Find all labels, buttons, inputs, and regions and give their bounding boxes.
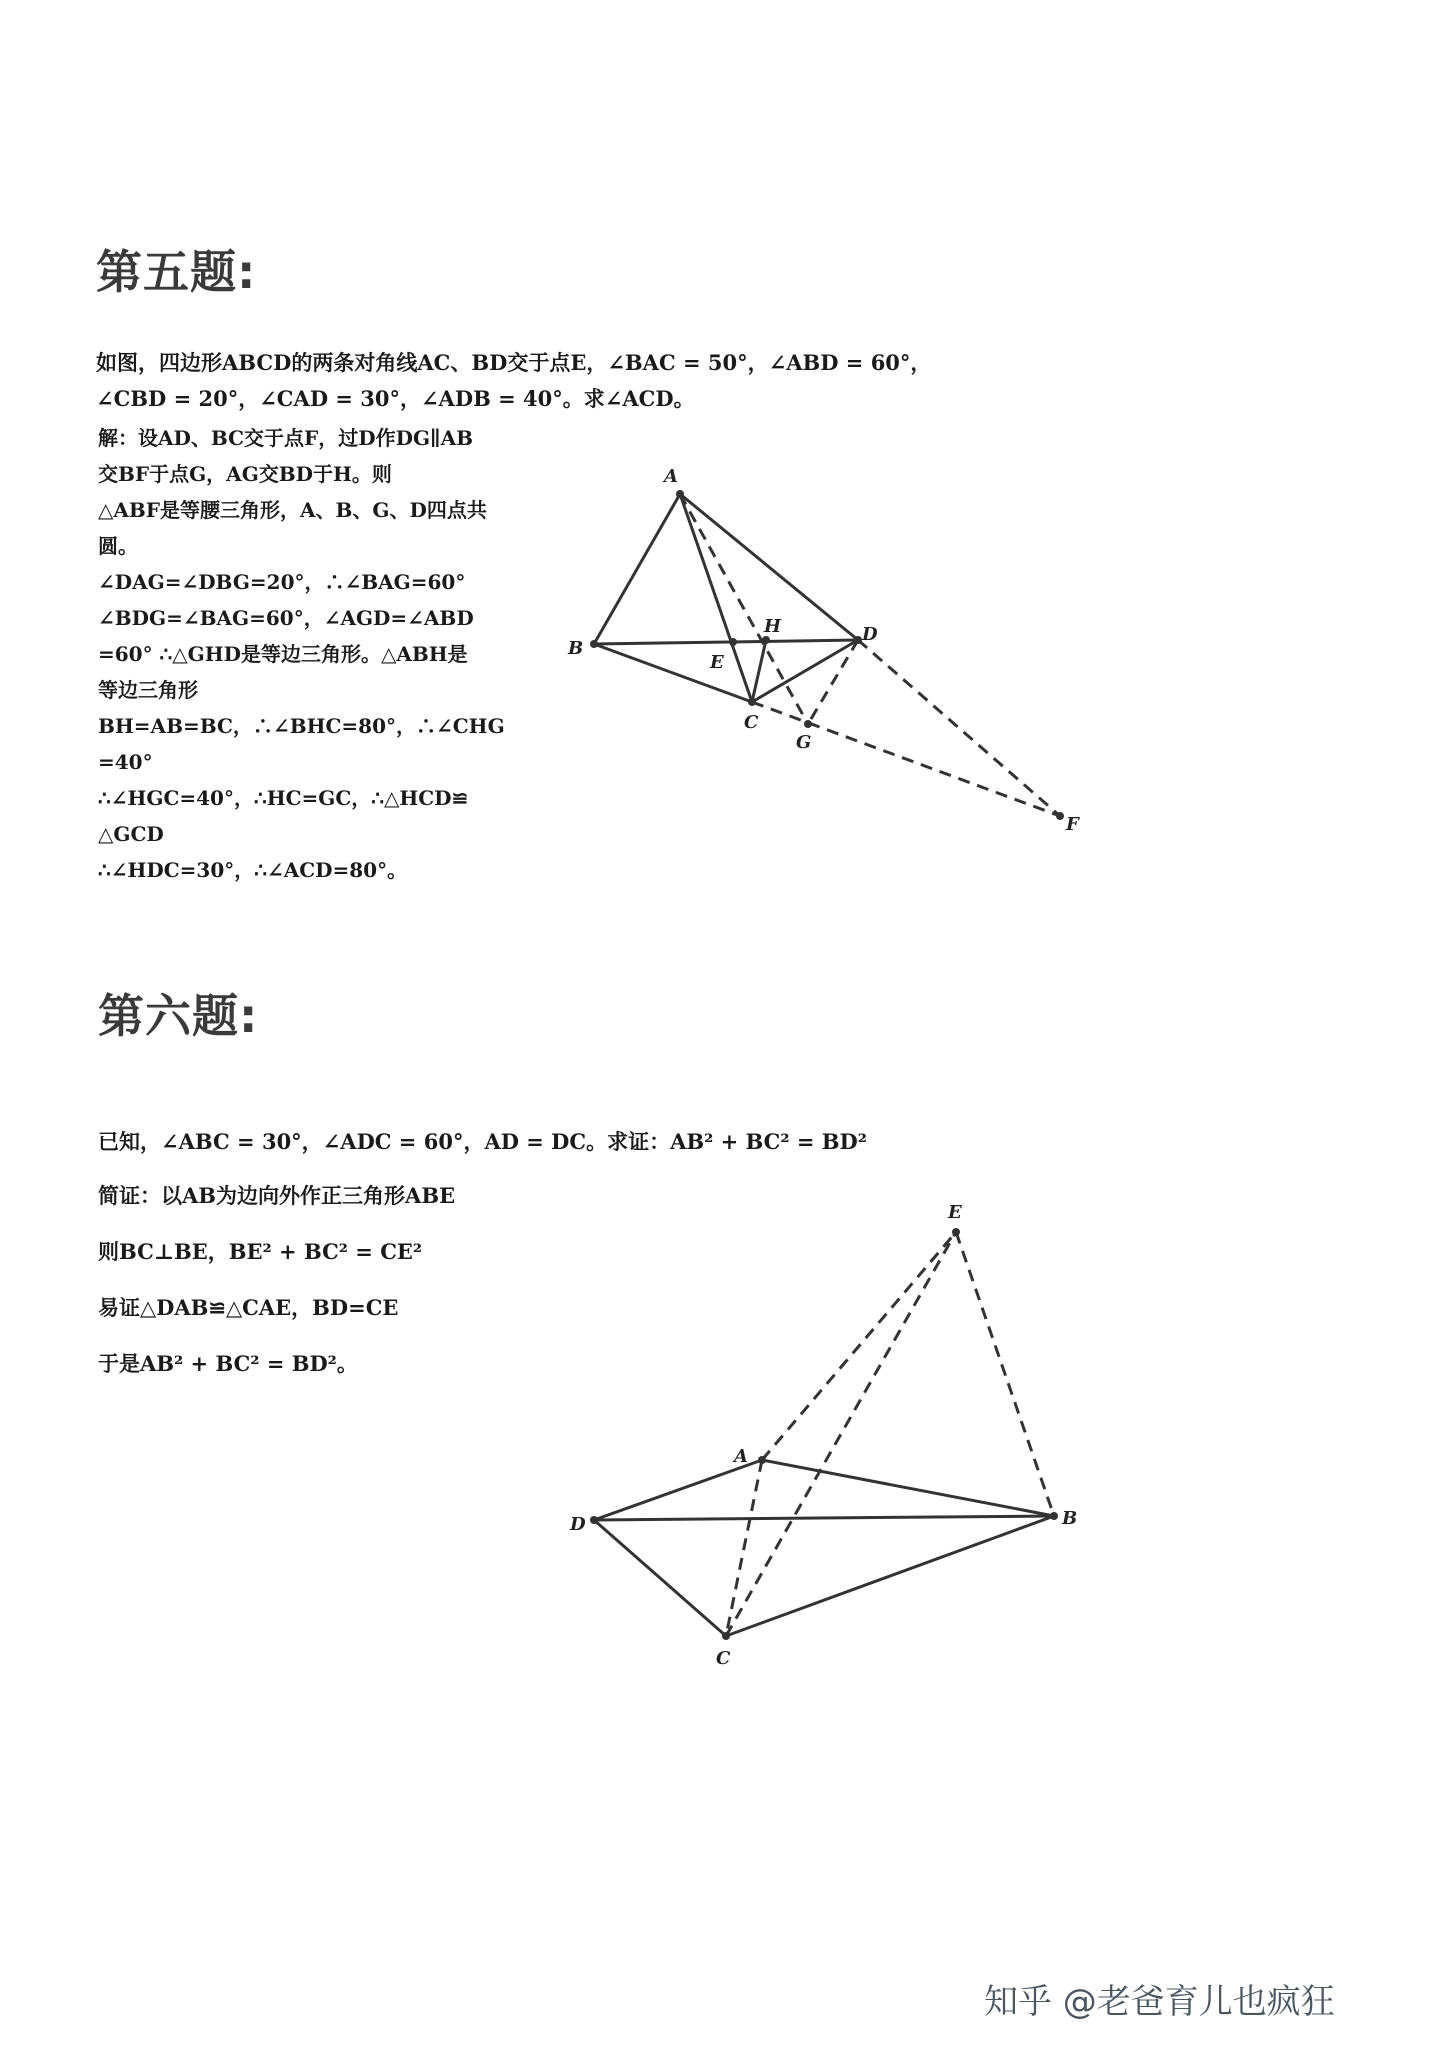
problem6-question-line: 已知，∠ABC = 30°，∠ADC = 60°，AD = DC。求证：AB² + BC² = BD² — [98, 1129, 867, 1154]
proof-line: 则BC⊥BE，BE² + BC² = CE² — [98, 1239, 423, 1264]
segment-AE — [762, 1232, 956, 1460]
point-D — [590, 1516, 598, 1524]
problem5-heading: 第五题: — [96, 245, 257, 299]
segment-DB — [594, 1516, 1054, 1520]
solution-line: =40° — [98, 750, 153, 774]
proof-line: 易证△DAB≌△CAE，BD=CE — [98, 1295, 399, 1320]
solution-line: ∠BDG=∠BAG=60°，∠AGD=∠ABD — [98, 606, 474, 630]
proof-line: 于是AB² + BC² = BD²。 — [98, 1351, 358, 1376]
solution-line: ∴∠HGC=40°，∴HC=GC，∴△HCD≌ — [98, 786, 469, 810]
solution-line: 交BF于点G，AG交BD于H。则 — [98, 462, 392, 486]
label-D: D — [862, 624, 878, 645]
label-A: A — [664, 466, 678, 487]
label-E: E — [710, 652, 724, 673]
solution-line: BH=AB=BC，∴∠BHC=80°，∴∠CHG — [98, 714, 505, 738]
segment-CB — [726, 1516, 1054, 1636]
label-A: A — [734, 1446, 748, 1467]
label-F: F — [1066, 814, 1079, 835]
label-H: H — [764, 616, 782, 637]
solution-line: △ABF是等腰三角形，A、B、G、D四点共 — [98, 498, 487, 522]
problem5-question-line-1: 如图，四边形ABCD的两条对角线AC、BD交于点E，∠BAC = 50°，∠ABD = 60°， — [96, 350, 932, 375]
point-B — [1050, 1512, 1058, 1520]
problem6-heading: 第六题: — [98, 989, 259, 1043]
label-C: C — [716, 1648, 731, 1669]
segment-EB — [956, 1232, 1054, 1516]
segment-AC — [726, 1460, 762, 1636]
solution-line: ∠DAG=∠DBG=20°，∴∠BAG=60° — [98, 570, 466, 594]
segment-DA — [594, 1460, 762, 1520]
solution-line: 等边三角形 — [98, 678, 198, 702]
point-C — [722, 1632, 730, 1640]
solution-line: 圆。 — [98, 534, 138, 558]
problem5-question-line-2: ∠CBD = 20°，∠CAD = 30°，∠ADB = 40°。求∠ACD。 — [96, 386, 695, 411]
point-E — [952, 1228, 960, 1236]
label-G: G — [796, 732, 812, 753]
label-E: E — [948, 1202, 962, 1223]
proof-line: 简证：以AB为边向外作正三角形ABE — [98, 1183, 456, 1208]
segment-AB — [762, 1460, 1054, 1516]
solution-line: =60° ∴△GHD是等边三角形。△ABH是 — [98, 642, 468, 666]
point-A — [758, 1456, 766, 1464]
watermark: 知乎 @老爸育儿也疯狂 — [984, 1982, 1335, 2022]
label-D: D — [570, 1514, 586, 1535]
solution-line: △GCD — [98, 822, 164, 846]
segment-DC — [594, 1520, 726, 1636]
segment-CE — [726, 1232, 956, 1636]
label-B: B — [568, 638, 584, 659]
solution-line: 解：设AD、BC交于点F，过D作DG∥AB — [98, 426, 474, 450]
label-B: B — [1062, 1508, 1078, 1529]
solution-line: ∴∠HDC=30°，∴∠ACD=80°。 — [98, 858, 408, 882]
label-C: C — [744, 712, 759, 733]
